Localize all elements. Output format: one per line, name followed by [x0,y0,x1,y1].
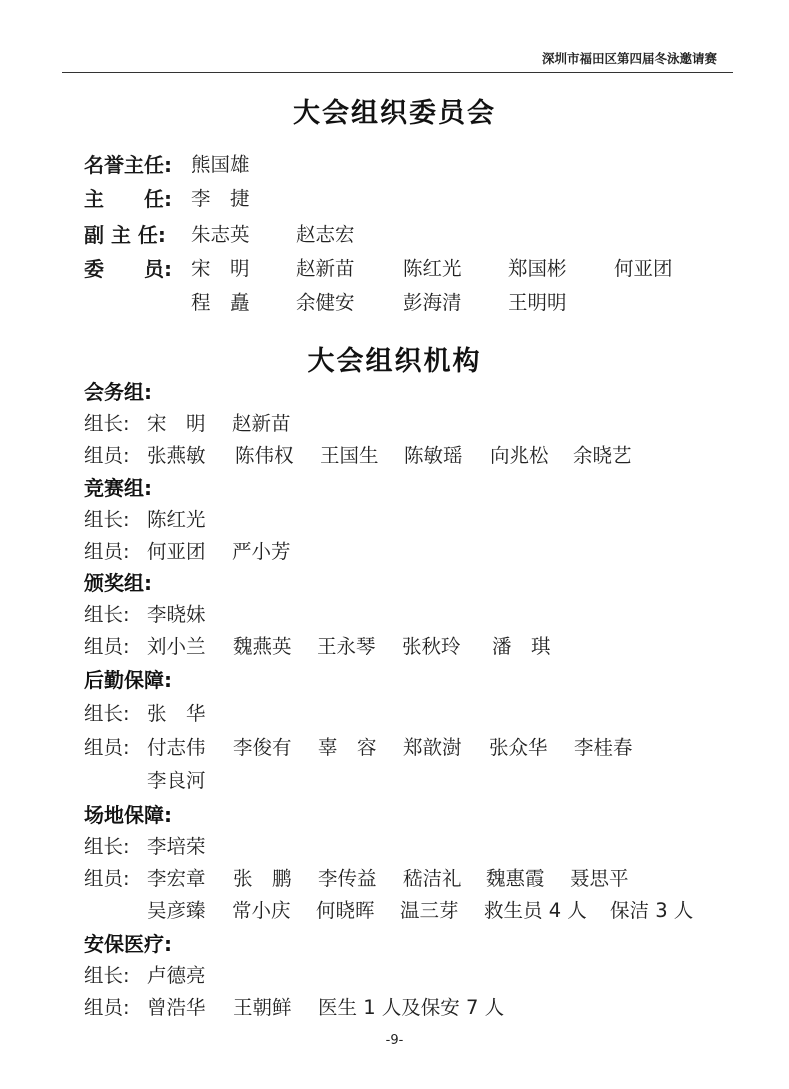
group-member: 医生 1 人及保安 7 人 [318,996,505,1019]
group-member: 郑歆澍 [403,736,462,759]
committee-member: 宋 明 [191,257,250,280]
group-member: 王朝鲜 [233,996,292,1019]
group-member: 何亚团 [147,540,206,563]
group-heading: 会务组: [84,380,152,404]
group-member: 李培荣 [147,835,206,858]
group-member: 严小芳 [232,540,291,563]
committee-member: 李 捷 [191,187,250,210]
group-member: 张 华 [147,702,206,725]
group-member: 王永琴 [317,635,376,658]
group-member: 何晓晖 [316,899,375,922]
committee-member: 赵志宏 [296,223,355,246]
group-member: 李俊有 [233,736,292,759]
group-member: 陈红光 [147,508,206,531]
group-role-label: 组员: [84,996,130,1019]
group-role-label: 组长: [84,702,130,725]
group-heading: 后勤保障: [84,668,172,692]
group-member: 魏燕英 [233,635,292,658]
group-member: 常小庆 [232,899,291,922]
group-member: 救生员 4 人 [484,899,587,922]
committee-member: 赵新苗 [296,257,355,280]
committee-label-vice-chair: 副 主 任: [84,223,166,247]
header-title: 深圳市福田区第四届冬泳邀请赛 [541,51,717,66]
committee-member: 余健安 [296,291,355,314]
group-member: 温三芽 [400,899,459,922]
header-divider [62,72,733,73]
group-role-label: 组员: [84,540,130,563]
group-member: 李宏章 [147,867,206,890]
group-role-label: 组长: [84,964,130,987]
group-member: 辜 容 [318,736,377,759]
group-member: 曾浩华 [147,996,206,1019]
committee-member: 郑国彬 [508,257,567,280]
group-member: 陈敏瑶 [404,444,463,467]
group-member: 刘小兰 [147,635,206,658]
group-member: 张 鹏 [233,867,292,890]
group-member: 张燕敏 [147,444,206,467]
group-member: 王国生 [320,444,379,467]
group-member: 嵇洁礼 [403,867,462,890]
committee-member: 何亚团 [614,257,673,280]
committee-member: 彭海清 [403,291,462,314]
group-member: 吴彦臻 [147,899,206,922]
group-member: 李传益 [318,867,377,890]
group-role-label: 组员: [84,736,130,759]
committee-member: 王明明 [508,291,567,314]
committee-label-honorary-chair: 名誉主任: [84,153,172,177]
group-role-label: 组员: [84,444,130,467]
group-member: 付志伟 [147,736,206,759]
group-member: 李桂春 [574,736,633,759]
committee-label-members: 委 员: [84,257,172,281]
group-member: 魏惠霞 [486,867,545,890]
group-heading: 场地保障: [84,803,172,827]
group-role-label: 组长: [84,412,130,435]
committee-label-chair: 主 任: [84,187,172,211]
group-heading: 竞赛组: [84,476,152,500]
committee-member: 陈红光 [403,257,462,280]
group-heading: 安保医疗: [84,932,172,956]
group-heading: 颁奖组: [84,571,152,595]
committee-member: 熊国雄 [191,153,250,176]
group-member: 向兆松 [490,444,549,467]
group-member: 潘 琪 [492,635,551,658]
group-member: 张众华 [489,736,548,759]
group-member: 李晓妹 [147,603,206,626]
group-role-label: 组员: [84,867,130,890]
group-member: 宋 明 [147,412,206,435]
group-member: 赵新苗 [232,412,291,435]
group-role-label: 组员: [84,635,130,658]
group-role-label: 组长: [84,508,130,531]
group-member: 卢德亮 [147,964,206,987]
group-role-label: 组长: [84,603,130,626]
organization-title: 大会组织机构 [307,346,482,377]
committee-member: 朱志英 [191,223,250,246]
group-member: 保洁 3 人 [610,899,694,922]
group-member: 李良河 [147,769,206,792]
group-role-label: 组长: [84,835,130,858]
committee-title: 大会组织委员会 [293,98,496,129]
committee-member: 程 矗 [191,291,250,314]
group-member: 余晓艺 [573,444,632,467]
group-member: 张秋玲 [402,635,461,658]
group-member: 陈伟权 [235,444,294,467]
group-member: 聂思平 [570,867,629,890]
page-number: -9- [385,1033,404,1048]
